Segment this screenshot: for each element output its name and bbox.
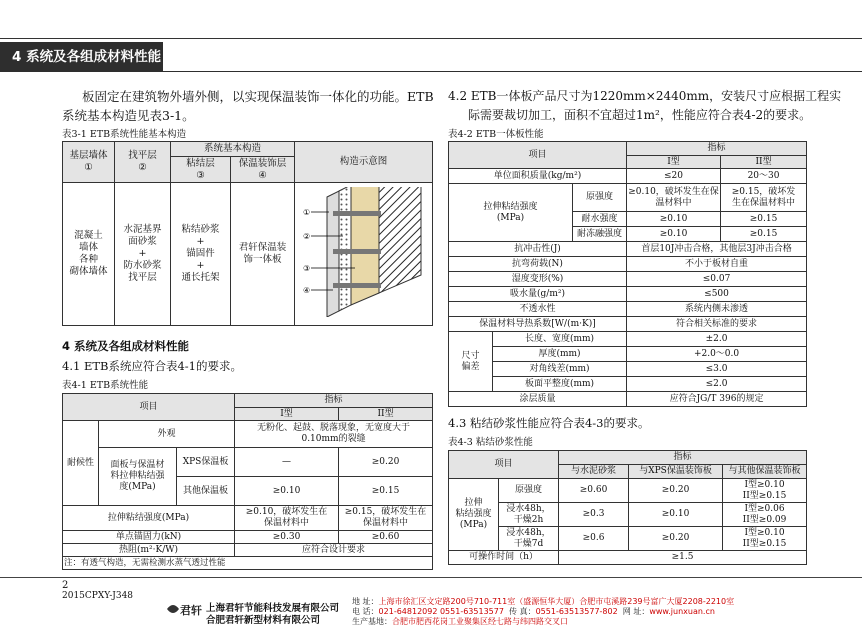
t42-h-index: 指标: [627, 142, 807, 156]
footer-factory: 生产基地：合肥市肥西花岗工业聚集区经七路与纬四路交叉口: [352, 617, 568, 626]
wall-construction-diagram: [299, 187, 429, 317]
t42-flat-val: ≤2.0: [627, 377, 807, 392]
t42-load: 抗弯荷载(N): [449, 257, 627, 272]
t41-xps-t2: ≥0.20: [339, 448, 433, 477]
t31-h-finish: 保温装饰层 ④: [231, 157, 295, 183]
t42-imperm: 不透水性: [449, 302, 627, 317]
footer-rule: [0, 577, 862, 578]
t43-tensile: 拉伸 粘结强度 (MPa): [449, 479, 499, 551]
section-4-1: 4.1 ETB系统应符合表4-1的要求。: [62, 359, 242, 373]
t42-imperm-val: 系统内侧未渗透: [627, 302, 807, 317]
logo-icon: [165, 599, 203, 619]
section-4-2-line2: 际需要裁切加工，面积不宜超过1m²，性能应符合表4-2的要求。: [468, 108, 812, 122]
t43-water2h: 浸水48h， 干燥2h: [499, 503, 559, 527]
table-4-1: [62, 393, 433, 570]
t42-h-item: 项目: [449, 142, 627, 169]
t31-h-diagram: 构造示意图: [295, 142, 433, 183]
t41-tensile-t1: ≥0.10，破坏发生在 保温材料中: [235, 506, 339, 531]
t42-absorb-val: ≤500: [627, 287, 807, 302]
anchor-3: [333, 283, 381, 288]
t43-h-item: 项目: [449, 451, 559, 479]
t41-tensile-t2: ≥0.15，破坏发生在 保温材料中: [339, 506, 433, 531]
logo-text: 君轩: [180, 604, 202, 617]
t42-lw: 长度、宽度(mm): [493, 332, 627, 347]
table-4-3-caption: 表4-3 粘结砂浆性能: [448, 437, 533, 448]
table-3-1: [62, 141, 433, 326]
t42-wet: 湿度变形(%): [449, 272, 627, 287]
t42-impact: 抗冲击性(J): [449, 242, 627, 257]
t41-appearance-val: 无粉化、起鼓、脱落现象，无宽度大于 0.10mm的裂缝: [235, 421, 433, 448]
t42-th-val: +2.0～0.0: [627, 347, 807, 362]
t31-h-level: 找平层 ②: [115, 142, 171, 183]
t43-w7-c3: I型≥0.10 II型≥0.15: [723, 527, 807, 551]
t41-weather: 耐候性: [63, 421, 99, 506]
t41-anchor-t2: ≥0.60: [339, 531, 433, 544]
t41-other-t1: ≥0.10: [235, 477, 339, 506]
section-header-tab: 4 系统及各组成材料性能: [0, 42, 163, 72]
t41-anchor: 单点锚固力(kN): [63, 531, 235, 544]
t41-other: 其他保温板: [177, 477, 235, 506]
page-number: 2: [62, 580, 69, 591]
t43-h-c1: 与水泥砂浆: [559, 465, 629, 479]
t43-w2-c3: I型≥0.06 II型≥0.09: [723, 503, 807, 527]
t42-diag-val: ≤3.0: [627, 362, 807, 377]
diagram-label-4: ④: [302, 286, 310, 295]
t41-thermal: 热阻(m²·K/W): [63, 544, 235, 557]
intro-line-2: 系统基本构造见表3-1。: [62, 108, 195, 123]
table-4-3: [448, 450, 807, 565]
t42-freeze-t1: ≥0.10: [627, 227, 721, 242]
t42-mass-t1: ≤20: [627, 169, 721, 184]
t43-w2-c1: ≥0.3: [559, 503, 629, 527]
table-4-1-caption: 表4-1 ETB系统性能: [62, 380, 149, 391]
company-logo: [165, 599, 203, 619]
table-3-1-caption: 表3-1 ETB系统性能基本构造: [62, 129, 187, 140]
t42-diag: 对角线差(mm): [493, 362, 627, 377]
section-4-heading: 4 系统及各组成材料性能: [62, 339, 190, 353]
t31-h-base: 基层墙体 ①: [63, 142, 115, 183]
anchor-2: [333, 249, 381, 254]
t42-lw-val: ±2.0: [627, 332, 807, 347]
diagram-label-3: ③: [302, 264, 310, 273]
section-4-3: 4.3 粘结砂浆性能应符合表4-3的要求。: [448, 416, 650, 430]
diagram-label-1: ①: [302, 208, 310, 217]
t42-water-t2: ≥0.15: [721, 212, 807, 227]
footer-contact: 电 话：021-64812092 0551-63513577 传 真：0551-63513577-802 网 址：www.junxuan.cn: [352, 607, 715, 616]
t41-h-item: 项目: [63, 394, 235, 421]
t42-water-t1: ≥0.10: [627, 212, 721, 227]
header-top-rule: [0, 38, 862, 39]
t42-orig: 原强度: [573, 184, 627, 212]
t42-mass: 单位面积质量(kg/m²): [449, 169, 627, 184]
t41-thermal-val: 应符合设计要求: [235, 544, 433, 557]
t41-tensile: 拉伸粘结强度(MPa): [63, 506, 235, 531]
t43-w2-c2: ≥0.10: [629, 503, 723, 527]
t43-orig-c2: ≥0.20: [629, 479, 723, 503]
t42-absorb: 吸水量(g/m²): [449, 287, 627, 302]
t41-anchor-t1: ≥0.30: [235, 531, 339, 544]
t42-conduct-val: 符合相关标准的要求: [627, 317, 807, 332]
t43-orig-c1: ≥0.60: [559, 479, 629, 503]
t43-water7d: 浸水48h， 干燥7d: [499, 527, 559, 551]
t41-note: 注：有透气构造，无需检测水蒸气透过性能: [63, 557, 433, 570]
t31-base-cell: 混凝土 墙体 各种 砌体墙体: [63, 183, 115, 326]
t41-h-index: 指标: [235, 394, 433, 408]
t42-conduct: 保温材料导热系数[W/(m·K)]: [449, 317, 627, 332]
t43-h-index: 指标: [559, 451, 807, 465]
t43-orig-c3: I型≥0.10 II型≥0.15: [723, 479, 807, 503]
t43-h-c2: 与XPS保温装饰板: [629, 465, 723, 479]
t42-coat-val: 应符合JG/T 396的规定: [627, 392, 807, 407]
t41-appearance: 外观: [99, 421, 235, 448]
t42-freeze-t2: ≥0.15: [721, 227, 807, 242]
document-code: 2015CPXY-J348: [62, 591, 134, 601]
t31-level-cell: 水泥基界 面砂浆 + 防水砂浆 找平层: [115, 183, 171, 326]
header-underline: [163, 71, 862, 72]
t31-diagram-cell: [295, 183, 433, 326]
t42-th: 厚度(mm): [493, 347, 627, 362]
t41-other-t2: ≥0.15: [339, 477, 433, 506]
t42-orig-t1: ≥0.10，破坏发生在保 温材料中: [627, 184, 721, 212]
t41-bond-label: 面板与保温材 料拉伸粘结强 度(MPa): [99, 448, 177, 506]
t43-h-c3: 与其他保温装饰板: [723, 465, 807, 479]
table-4-2: [448, 141, 807, 407]
diagram-label-2: ②: [302, 232, 310, 241]
t43-worktime: 可操作时间（h）: [449, 551, 559, 565]
t42-load-val: 不小于板材自重: [627, 257, 807, 272]
t42-wet-val: ≤0.07: [627, 272, 807, 287]
t43-w7-c1: ≥0.6: [559, 527, 629, 551]
t41-h-type1: I型: [235, 408, 339, 421]
t41-xps-t1: —: [235, 448, 339, 477]
t31-h-system: 系统基本构造: [171, 142, 295, 157]
t42-flat: 板面平整度(mm): [493, 377, 627, 392]
t43-orig: 原强度: [499, 479, 559, 503]
intro-line-1: 板固定在建筑物外墙外侧，以实现保温装饰一体化的功能。ETB: [82, 89, 434, 104]
base-wall: [379, 187, 421, 293]
t31-h-bond: 粘结层 ③: [171, 157, 231, 183]
t43-w7-c2: ≥0.20: [629, 527, 723, 551]
t42-water: 耐水强度: [573, 212, 627, 227]
t42-tensile: 拉伸粘结强度 (MPa): [449, 184, 573, 242]
t42-mass-t2: 20～30: [721, 169, 807, 184]
t42-freeze: 耐冻融强度: [573, 227, 627, 242]
t42-size-dev: 尺寸 偏差: [449, 332, 493, 392]
company-name-2: 合肥君轩新型材料有限公司: [206, 615, 321, 626]
anchor-1: [333, 211, 381, 216]
footer-address: 地 址：上海市徐汇区文定路200号710-711室（盛源恒华大厦）合肥市屯溪路239号富广大厦2208-2210室: [352, 597, 735, 606]
t31-finish-cell: 君轩保温装 饰一体板: [231, 183, 295, 326]
t31-bond-cell: 粘结砂浆 + 锚固件 + 通长托架: [171, 183, 231, 326]
t42-orig-t2: ≥0.15，破坏发 生在保温材料中: [721, 184, 807, 212]
section-4-2-line1: 4.2 ETB一体板产品尺寸为1220mm×2440mm，安装尺寸应根据工程实: [448, 89, 842, 103]
t41-xps: XPS保温板: [177, 448, 235, 477]
t42-h-type2: II型: [721, 156, 807, 169]
t43-worktime-val: ≥1.5: [559, 551, 807, 565]
t42-coat: 涂层质量: [449, 392, 627, 407]
company-name-1: 上海君轩节能科技发展有限公司: [206, 603, 340, 614]
table-4-2-caption: 表4-2 ETB一体板性能: [448, 129, 544, 140]
t42-impact-val: 首层10J冲击合格，其他层3J冲击合格: [627, 242, 807, 257]
t41-h-type2: II型: [339, 408, 433, 421]
t42-h-type1: I型: [627, 156, 721, 169]
